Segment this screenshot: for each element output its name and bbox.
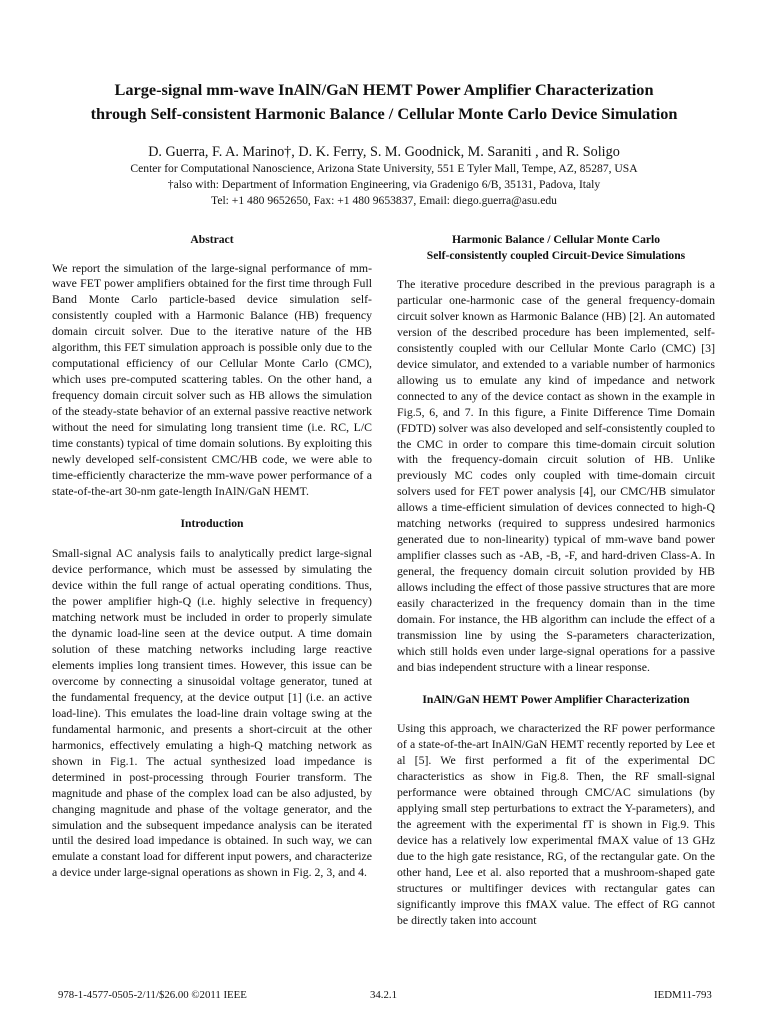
affiliations [20, 161, 748, 209]
affiliation-primary: Center for Computational Nanoscience, Arizona State University, 551 E Tyler Mall, Tempe, AZ, 85287, USA [130, 162, 638, 175]
hemt-section-text: Using this approach, we characterized the RF power performance of a state-of-the-art InAlN/GaN HEMT recently reported by Lee et al [5]. We first performed a fit of the experimental DC characteristics as show in Fig.8. Then, the RF small-signal performance were obtained through CMC/AC simulations (by applying small step perturbations to extract the Y-parameters), and the agreement with the experimental fT is shown in Fig.9. This device has a relatively low experimental fMAX value of 13 GHz due to the high gate resistance, RG, of the rectangular gate. On the other hand, Lee et al. also reported that a mushroom-shaped gate structures or multifinger devices with rectangular gates can significantly improve this fMAX value. The effect of RG cannot be directly taken into account [397, 721, 715, 927]
introduction-heading: Introduction [180, 516, 244, 530]
author-list: D. Guerra, F. A. Marino†, D. K. Ferry, S. M. Goodnick, M. Saraniti , and R. Soligo [148, 144, 620, 160]
hemt-section-heading: InAlN/GaN HEMT Power Amplifier Characterization [422, 692, 690, 706]
abstract-text: We report the simulation of the large-signal performance of mm-wave FET power amplifiers obtained for the first time through Full Band Monte Carlo particle-based device simulation self-consistently coupled with a Harmonic Balance (HB) frequency domain circuit solver. Due to the iterative nature of the HB algorithm, this FET simulation approach is possible only due to the computational efficiency of our Cellular Monte Carlo (CMC), which uses pre-computed scattering tables. On the other hand, a frequency domain circuit solver such as HB allows the simulation of the steady-state behavior of an external passive reactive network without the need for simulating long transient time (i.e. RC, L/C time constants) typical of time domain solutions. By exploiting this newly developed self-consistent CMC/HB code, we were able to time-efficiently characterize the mm-wave power performance of a state-of-the-art 30-nm gate-length InAlN/GaN HEMT. [52, 260, 372, 498]
affiliation-secondary: †also with: Department of Information Engineering, via Gradenigo 6/B, 35131, Padova, Italy [167, 178, 601, 191]
hb-heading-line-2: Self-consistently coupled Circuit-Device Simulations [426, 248, 686, 262]
contact-info: Tel: +1 480 9652650, Fax: +1 480 9653837, Email: diego.guerra@asu.edu [211, 194, 557, 207]
hb-section-text: The iterative procedure described in the previous paragraph is a particular one-harmonic case of the general frequency-domain circuit solver known as Harmonic Balance (HB) [2]. An automated version of the described procedure has been implemented, self-consistently coupled with our Cellular Monte Carlo (CMC) [3] device simulator, and extended to a variable number of harmonics allowing us to emulate any kind of impedance and network connected to any of the device contact as shown in the example in Fig.5, 6, and 7. In this figure, a Finite Difference Time Domain (FDTD) solver was also developed and self-consistently coupled to the CMC in order to compare this time-domain circuit solution with the frequency-domain circuit solution of HB. Unlike previously MC codes only coupled with time-domain circuit solvers used for FET power analysis [4], our CMC/HB simulator allows a time-efficient simulation of devices connected to high-Q matching networks (required to suppress undesired harmonics generated due to non-linearity) typical of mm-wave band power amplifier classes such as -AB, -B, -F, and hard-driven Class-A. In general, the frequency domain circuit solution provided by HB allows including the effect of those passive structures that are more easily characterized in the frequency domain than in the time domain. For instance, the HB algorithm can include the effect of a transmission line by using the S-parameters characterization, which still holds even under large-signal operations for a passive and bias independent structure with a linear response. [397, 277, 715, 674]
hb-section-heading [397, 232, 715, 263]
abstract-heading: Abstract [190, 233, 234, 246]
title-line-2: through Self-consistent Harmonic Balance / Cellular Monte Carlo Device Simulation [90, 104, 678, 123]
right-column [397, 232, 715, 929]
footer-conference-id: IEDM11-793 [654, 989, 712, 1001]
title-line-1: Large-signal mm-wave InAlN/GaN HEMT Power Amplifier Characterization [114, 80, 654, 99]
hb-heading-line-1: Harmonic Balance / Cellular Monte Carlo [451, 233, 661, 246]
paper-title [20, 78, 748, 126]
left-column [52, 232, 372, 881]
footer-isbn: 978-1-4577-0505-2/11/$26.00 ©2011 IEEE [58, 989, 247, 1001]
introduction-text: Small-signal AC analysis fails to analytically predict large-signal device performance, which must be assessed by simulating the device within the full range of actual operating conditions. Thus, the power amplifier high-Q (i.e. highly selective in frequency) matching network must be included in order to properly simulate the dynamic load-line seen at the device output. A time domain solution of these matching networks including large reactive elements implies long transient times. However, this issue can be overcome by connecting a sinusoidal voltage generator, tuned at the fundamental frequency, at the device output [1] (i.e. an active load-line). This emulates the load-line drain voltage swing at the fundamental harmonic, and presents a short-circuit at the other harmonics, effectively emulating a high-Q matching network as shown in Fig.1. The actual synthesized load impedance is determined in post-processing through Fourier transform. The magnitude and phase of the complex load can be also adjusted, by changing magnitude and phase of the voltage generator, and the simulation and the subsequent impedance analysis can be iterated until the desired load impedance is obtained. In such way, we can emulate a constant load for different input powers, and characterize a device under large-signal operations as shown in Fig. 2, 3, and 4. [52, 546, 372, 880]
footer-page-number: 34.2.1 [370, 989, 397, 1001]
